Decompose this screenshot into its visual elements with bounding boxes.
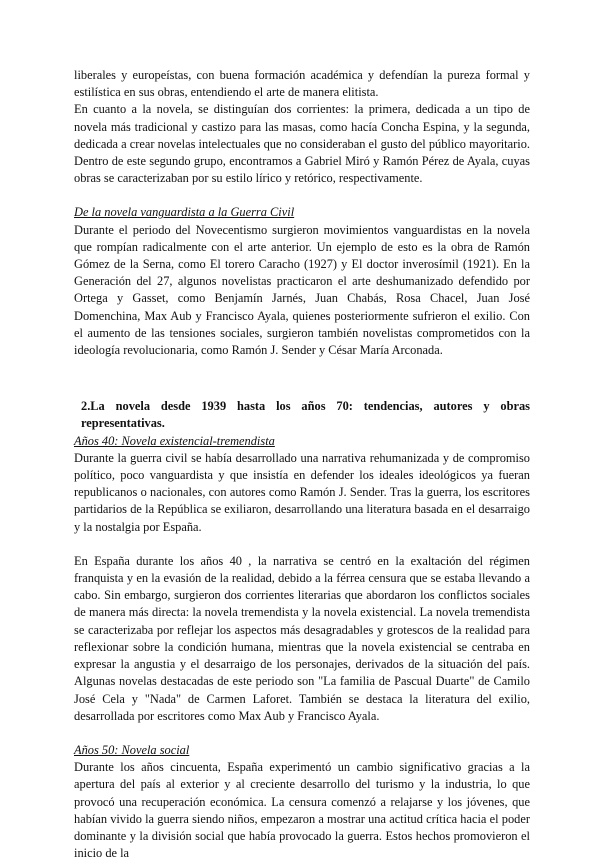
paragraph-novel-currents: En cuanto a la novela, se distinguían dos corrientes: la primera, dedicada a un tipo de novela más tradicional y castizo para las masas, como hacía Concha Espina, y la segunda, dedicada a crear novelas intelectuales que no consideraban el gusto del público mayoritario. Dentro de este segundo grupo, encontramos a Gabriel Miró y Ramón Pérez de Ayala, cuyas obras se caracterizaban por su estilo lírico y retórico, respectivamente. xyxy=(74,102,530,186)
paragraph-intro-continuation: liberales y europeístas, con buena formación académica y defendían la pureza formal y estilística en sus obras, entendiendo el arte de manera elitista. xyxy=(74,68,530,100)
subheading-avant-garde: De la novela vanguardista a la Guerra Civil xyxy=(74,205,295,220)
subheading-50s: Años 50: Novela social xyxy=(74,742,190,757)
paragraph-40s-novel: En España durante los años 40 , la narrativa se centró en la exaltación del régimen franquista y en la evasión de la realidad, debido a la férrea censura que se estaba llevando a cabo. Sin embargo, surgieron dos corrientes literarias que abordaron los conflictos sociales de manera más directa: la novela tremendista y la novela existencial. La novela tremendista se caracterizaba por reflejar los aspectos más desagradables y grotescos de la realidad para reflexionar sobre la condición humana, mientras que la novela existencial se centraba en expresar la angustia y el desarraigo de los personajes, derivados de la situación del país. Algunas novelas destacadas de este periodo son "La familia de Pascual Duarte" de Camilo José Cela y "Nada" de Carmen Laforet. También se destaca la literatura del exilio, desarrollada por escritores como Max Aub y Francisco Ayala. xyxy=(74,553,530,723)
paragraph-civil-war-narrative: Durante la guerra civil se había desarrollado una narrativa rehumanizada y de compromiso político, poco vanguardista y que insistía en defender los ideales ideológicos ya fueran republicanos o nacionales, con autores como Ramón J. Sender. Tras la guerra, los escritores partidarios de la República se exiliaron, desarrollando una literatura basada en el desarraigo y la nostalgia por España. xyxy=(74,450,530,534)
paragraph-avant-garde: Durante el periodo del Novecentismo surgieron movimientos vanguardistas en la novela que rompían radicalmente con el arte anterior. Un ejemplo de esto es la obra de Ramón Gómez de la Serna, como El torero Caracho (1927) y El doctor inverosímil (1921). En la Generación del 27, algunos novelistas practicaron el arte deshumanizado defendido por Ortega y Gasset, como Benjamín Jarnés, Juan Chabás, Rosa Chacel, Juan José Domenchina, Max Aub y Francisco Ayala, quienes posteriormente sufrieron el exilio. Con el aumento de las tensiones sociales, surgieron también novelistas comprometidos con la ideología revolucionaria, como Ramón J. Sender y César María Arconada. xyxy=(74,222,530,358)
document-page xyxy=(74,67,530,862)
section-title-1939-70: 2.La novela desde 1939 hasta los años 70: tendencias, autores y obras representativas. xyxy=(81,399,530,431)
paragraph-50s-novel: Durante los años cincuenta, España experimentó un cambio significativo gracias a la apertura del país al exterior y al creciente desarrollo del turismo y la industria, lo que provocó una recuperación económica. La censura comenzó a relajarse y los jóvenes, que habían vivido la guerra siendo niños, empezaron a mostrar una actitud crítica hacia el poder dominante y la división social que había provocado la guerra. Estos hechos promovieron el inicio de la xyxy=(74,760,530,861)
subheading-40s: Años 40: Novela existencial-tremendista xyxy=(74,433,275,448)
